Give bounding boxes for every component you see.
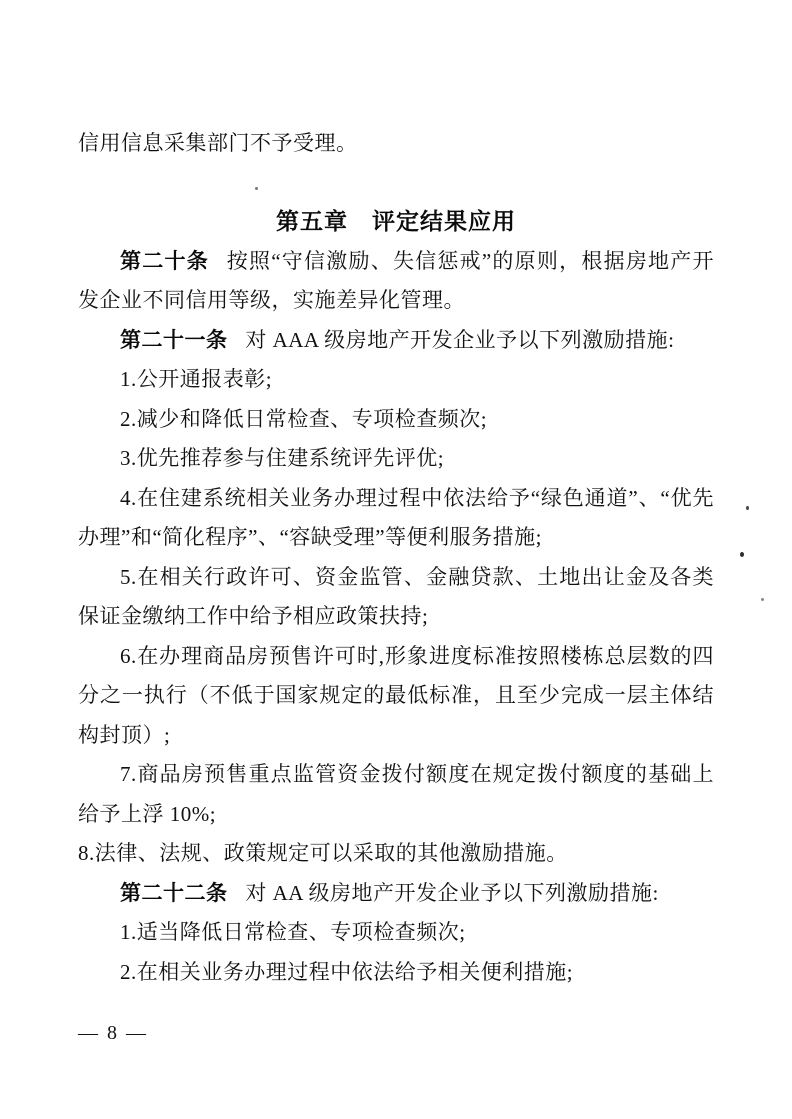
document-body [78, 124, 714, 992]
scan-speck [761, 598, 764, 601]
article-21-item-3: 3.优先推荐参与住建系统评先评优; [120, 446, 445, 470]
scan-speck [746, 506, 749, 510]
article-21-item-6: 6.在办理商品房预售许可时,形象进度标准按照楼栋总层数的四分之一执行（不低于国家规定的最低标准，且至少完成一层主体结构封顶）; [78, 643, 714, 747]
article-21-item-2: 2.减少和降低日常检查、专项检查频次; [120, 406, 488, 431]
article-22 [78, 874, 714, 914]
article-22-item-1: 1.适当降低日常检查、专项检查频次; [120, 920, 466, 944]
article-21-item-8: 8.法律、法规、政策规定可以采取的其他激励措施。 [78, 841, 568, 865]
article-21 [78, 321, 714, 361]
article-21-item-4: 4.在住建系统相关业务办理过程中依法给予“绿色通道”、“优先办理”和“简化程序”、“容缺受理”等便利服务措施; [78, 485, 714, 549]
article-21-text: 对 AAA 级房地产开发企业予以下列激励措施: [245, 327, 675, 352]
chapter-heading: 第五章 评定结果应用 [276, 207, 516, 234]
article-20 [78, 242, 714, 321]
article-20-text: 按照“守信激励、失信惩戒”的原则，根据房地产开发企业不同信用等级，实施差异化管理。 [78, 248, 715, 312]
paragraph-continuation: 信用信息采集部门不予受理。 [78, 131, 358, 155]
article-21-label: 第二十一条 [120, 327, 228, 352]
page-number: — 8 — [78, 1022, 148, 1044]
article-20-label: 第二十条 [120, 248, 209, 273]
article-21-item-7: 7.商品房预售重点监管资金拨付额度在规定拨付额度的基础上给予上浮 10%; [78, 762, 714, 826]
article-22-item-2: 2.在相关业务办理过程中依法给予相关便利措施; [120, 959, 574, 984]
article-22-label: 第二十二条 [120, 880, 228, 905]
article-21-item-5: 5.在相关行政许可、资金监管、金融贷款、土地出让金及各类保证金缴纳工作中给予相应政策扶持; [78, 564, 714, 628]
article-21-item-1: 1.公开通报表彰; [120, 367, 273, 391]
article-22-text: 对 AA 级房地产开发企业予以下列激励措施: [245, 880, 659, 905]
scan-speck [255, 187, 258, 190]
scan-speck [740, 552, 744, 557]
